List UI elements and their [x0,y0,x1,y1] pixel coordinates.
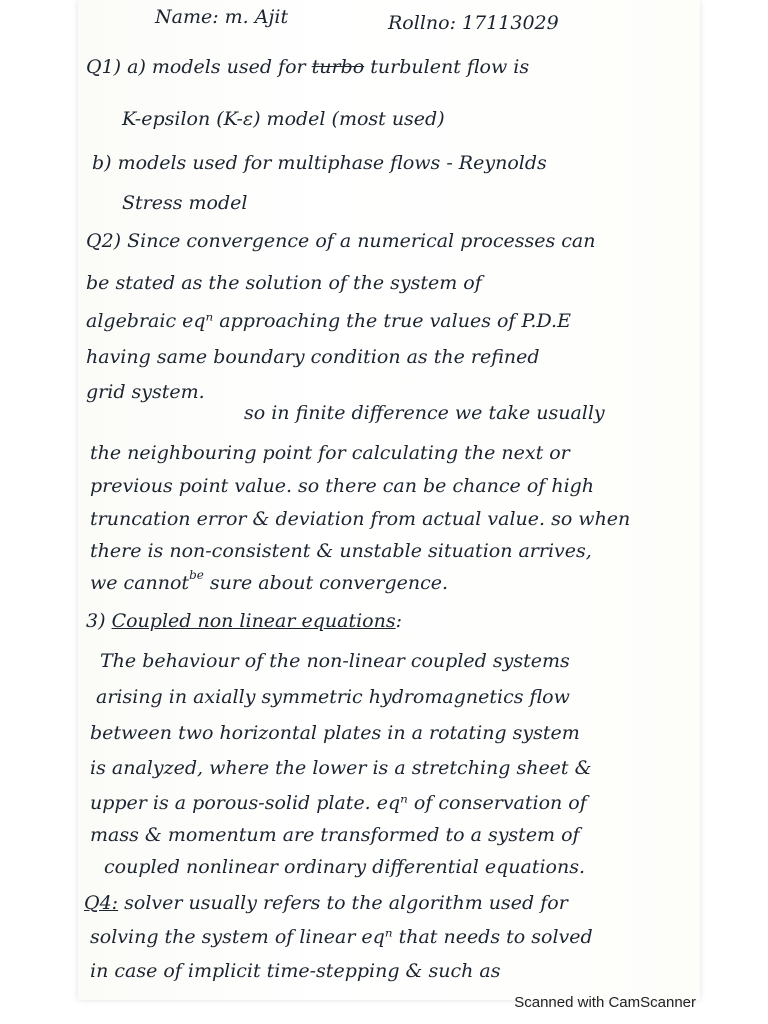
q2-line-6: so in finite difference we take usually [244,402,605,424]
q4-label: Q4: [84,892,119,914]
scanner-watermark: Scanned with CamScanner [514,994,696,1011]
handwritten-page [78,0,700,1000]
q3-line-3: between two horizontal plates in a rotating system [90,722,580,744]
q1a-prefix: Q1) a) models used for [86,56,306,78]
q2-line-4: having same boundary condition as the refined [86,346,540,368]
student-name: Name: m. Ajit [155,6,289,28]
q2-line-10: there is non-consistent & unstable situation arrives, [90,540,592,562]
q3-colon: : [395,610,403,632]
q2-line-8: previous point value. so there can be chance of high [90,475,595,497]
q4-line-2: solving the system of linear eqⁿ that needs to solved [90,926,593,948]
q2-line-11 [90,568,449,594]
q1a-line-2: K-epsilon (K-ε) model (most used) [122,108,445,130]
q2-line-2: be stated as the solution of the system of [86,272,482,294]
q1a-struck-word: turbo [311,56,365,78]
roll-number: Rollno: 17113029 [388,12,559,34]
q2-line-3: algebraic eqⁿ approaching the true values of P.D.E [86,310,571,332]
q1a-suffix: turbulent flow is [370,56,530,78]
q2-line-11-start: we cannot [90,572,190,594]
q3-heading: Coupled non linear equations [111,610,396,632]
q2-line-7: the neighbouring point for calculating the next or [90,442,570,464]
q1b-line-2: Stress model [122,192,248,214]
q3-line-1: The behaviour of the non-linear coupled systems [100,650,570,672]
q4-line-1-text: solver usually refers to the algorithm used for [124,892,568,914]
q3-line-5: upper is a porous-solid plate. eqⁿ of conservation of [90,792,587,814]
q4-line-3: in case of implicit time-stepping & such as [90,960,501,982]
q3-line-2: arising in axially symmetric hydromagnetics flow [96,686,570,708]
q3-heading-line [86,610,402,632]
q4-line-1 [84,892,568,914]
q1b-line-1: b) models used for multiphase flows - Reynolds [92,152,547,174]
q2-line-11-end: sure about convergence. [209,572,449,594]
q2-line-9: truncation error & deviation from actual value. so when [90,508,631,530]
q3-line-6: mass & momentum are transformed to a system of [90,824,580,846]
q3-line-7: coupled nonlinear ordinary differential equations. [104,856,585,878]
q3-number: 3) [86,610,106,632]
q2-line-5: grid system. [86,381,205,403]
q1a-line-1 [86,56,529,78]
q3-line-4: is analyzed, where the lower is a stretching sheet & [90,757,592,779]
q2-insertion-caret: be [189,568,204,582]
q2-line-1: Q2) Since convergence of a numerical processes can [86,230,596,252]
